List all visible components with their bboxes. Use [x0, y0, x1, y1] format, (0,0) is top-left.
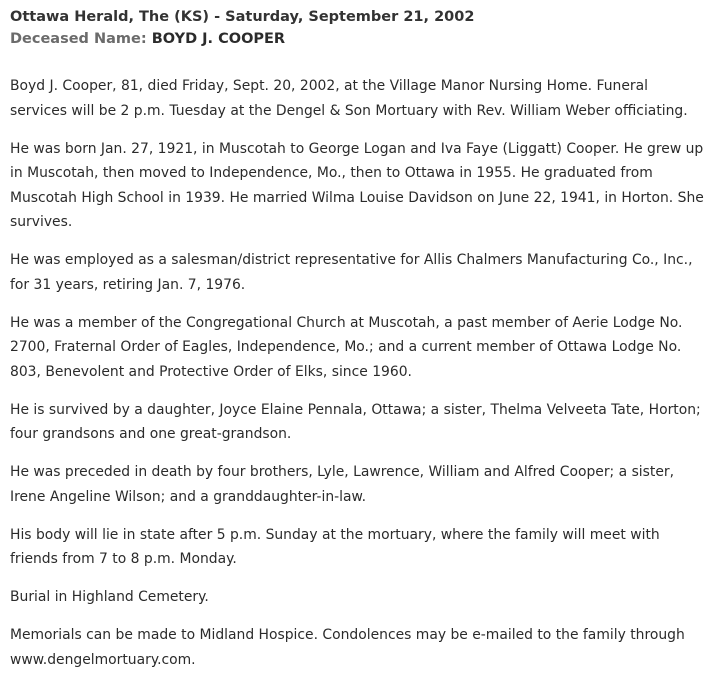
paragraph-death-notice: Boyd J. Cooper, 81, died Friday, Sept. 20, 2002, at the Village Manor Nursing Home. Funeral services will be 2 p.m. Tuesday at the Dengel & Son Mortuary with Rev. William Weber officiating. — [10, 78, 688, 119]
paragraph-burial: Burial in Highland Cemetery. — [10, 589, 209, 605]
deceased-name: BOYD J. COOPER — [151, 31, 286, 47]
paragraph-visitation: His body will lie in state after 5 p.m. Sunday at the mortuary, where the family will meet with friends from 7 to 8 p.m. Monday. — [10, 526, 660, 567]
obituary-body — [10, 74, 708, 672]
paragraph-survivors: He is survived by a daughter, Joyce Elaine Pennala, Ottawa; a sister, Thelma Velveeta Tate, Horton; four grandsons and one great-grandson. — [10, 401, 701, 442]
paragraph-memorials: Memorials can be made to Midland Hospice. Condolences may be e-mailed to the family through www.dengelmortuary.com. — [10, 627, 685, 668]
paragraph-early-life: He was born Jan. 27, 1921, in Muscotah to George Logan and Iva Faye (Liggatt) Cooper. He grew up in Muscotah, then moved to Independence, Mo., then to Ottawa in 1955. He graduated from Muscotah High School in 1939. He married Wilma Louise Davidson on June 22, 1941, in Horton. She survives. — [10, 140, 704, 230]
paragraph-employment: He was employed as a salesman/district representative for Allis Chalmers Manufacturing Co., Inc., for 31 years, retiring Jan. 7, 1976. — [10, 252, 693, 293]
deceased-line — [10, 28, 708, 50]
publication-line: Ottawa Herald, The (KS) - Saturday, September 21, 2002 — [10, 9, 475, 25]
paragraph-memberships: He was a member of the Congregational Church at Muscotah, a past member of Aerie Lodge No. 2700, Fraternal Order of Eagles, Independence, Mo.; and a current member of Ottawa Lodge No. 803, Benevolent and Protective Order of Elks, since 1960. — [10, 314, 683, 380]
paragraph-preceded: He was preceded in death by four brothers, Lyle, Lawrence, William and Alfred Cooper; a sister, Irene Angeline Wilson; and a granddaughter-in-law. — [10, 464, 675, 505]
deceased-label: Deceased Name: — [10, 31, 147, 47]
